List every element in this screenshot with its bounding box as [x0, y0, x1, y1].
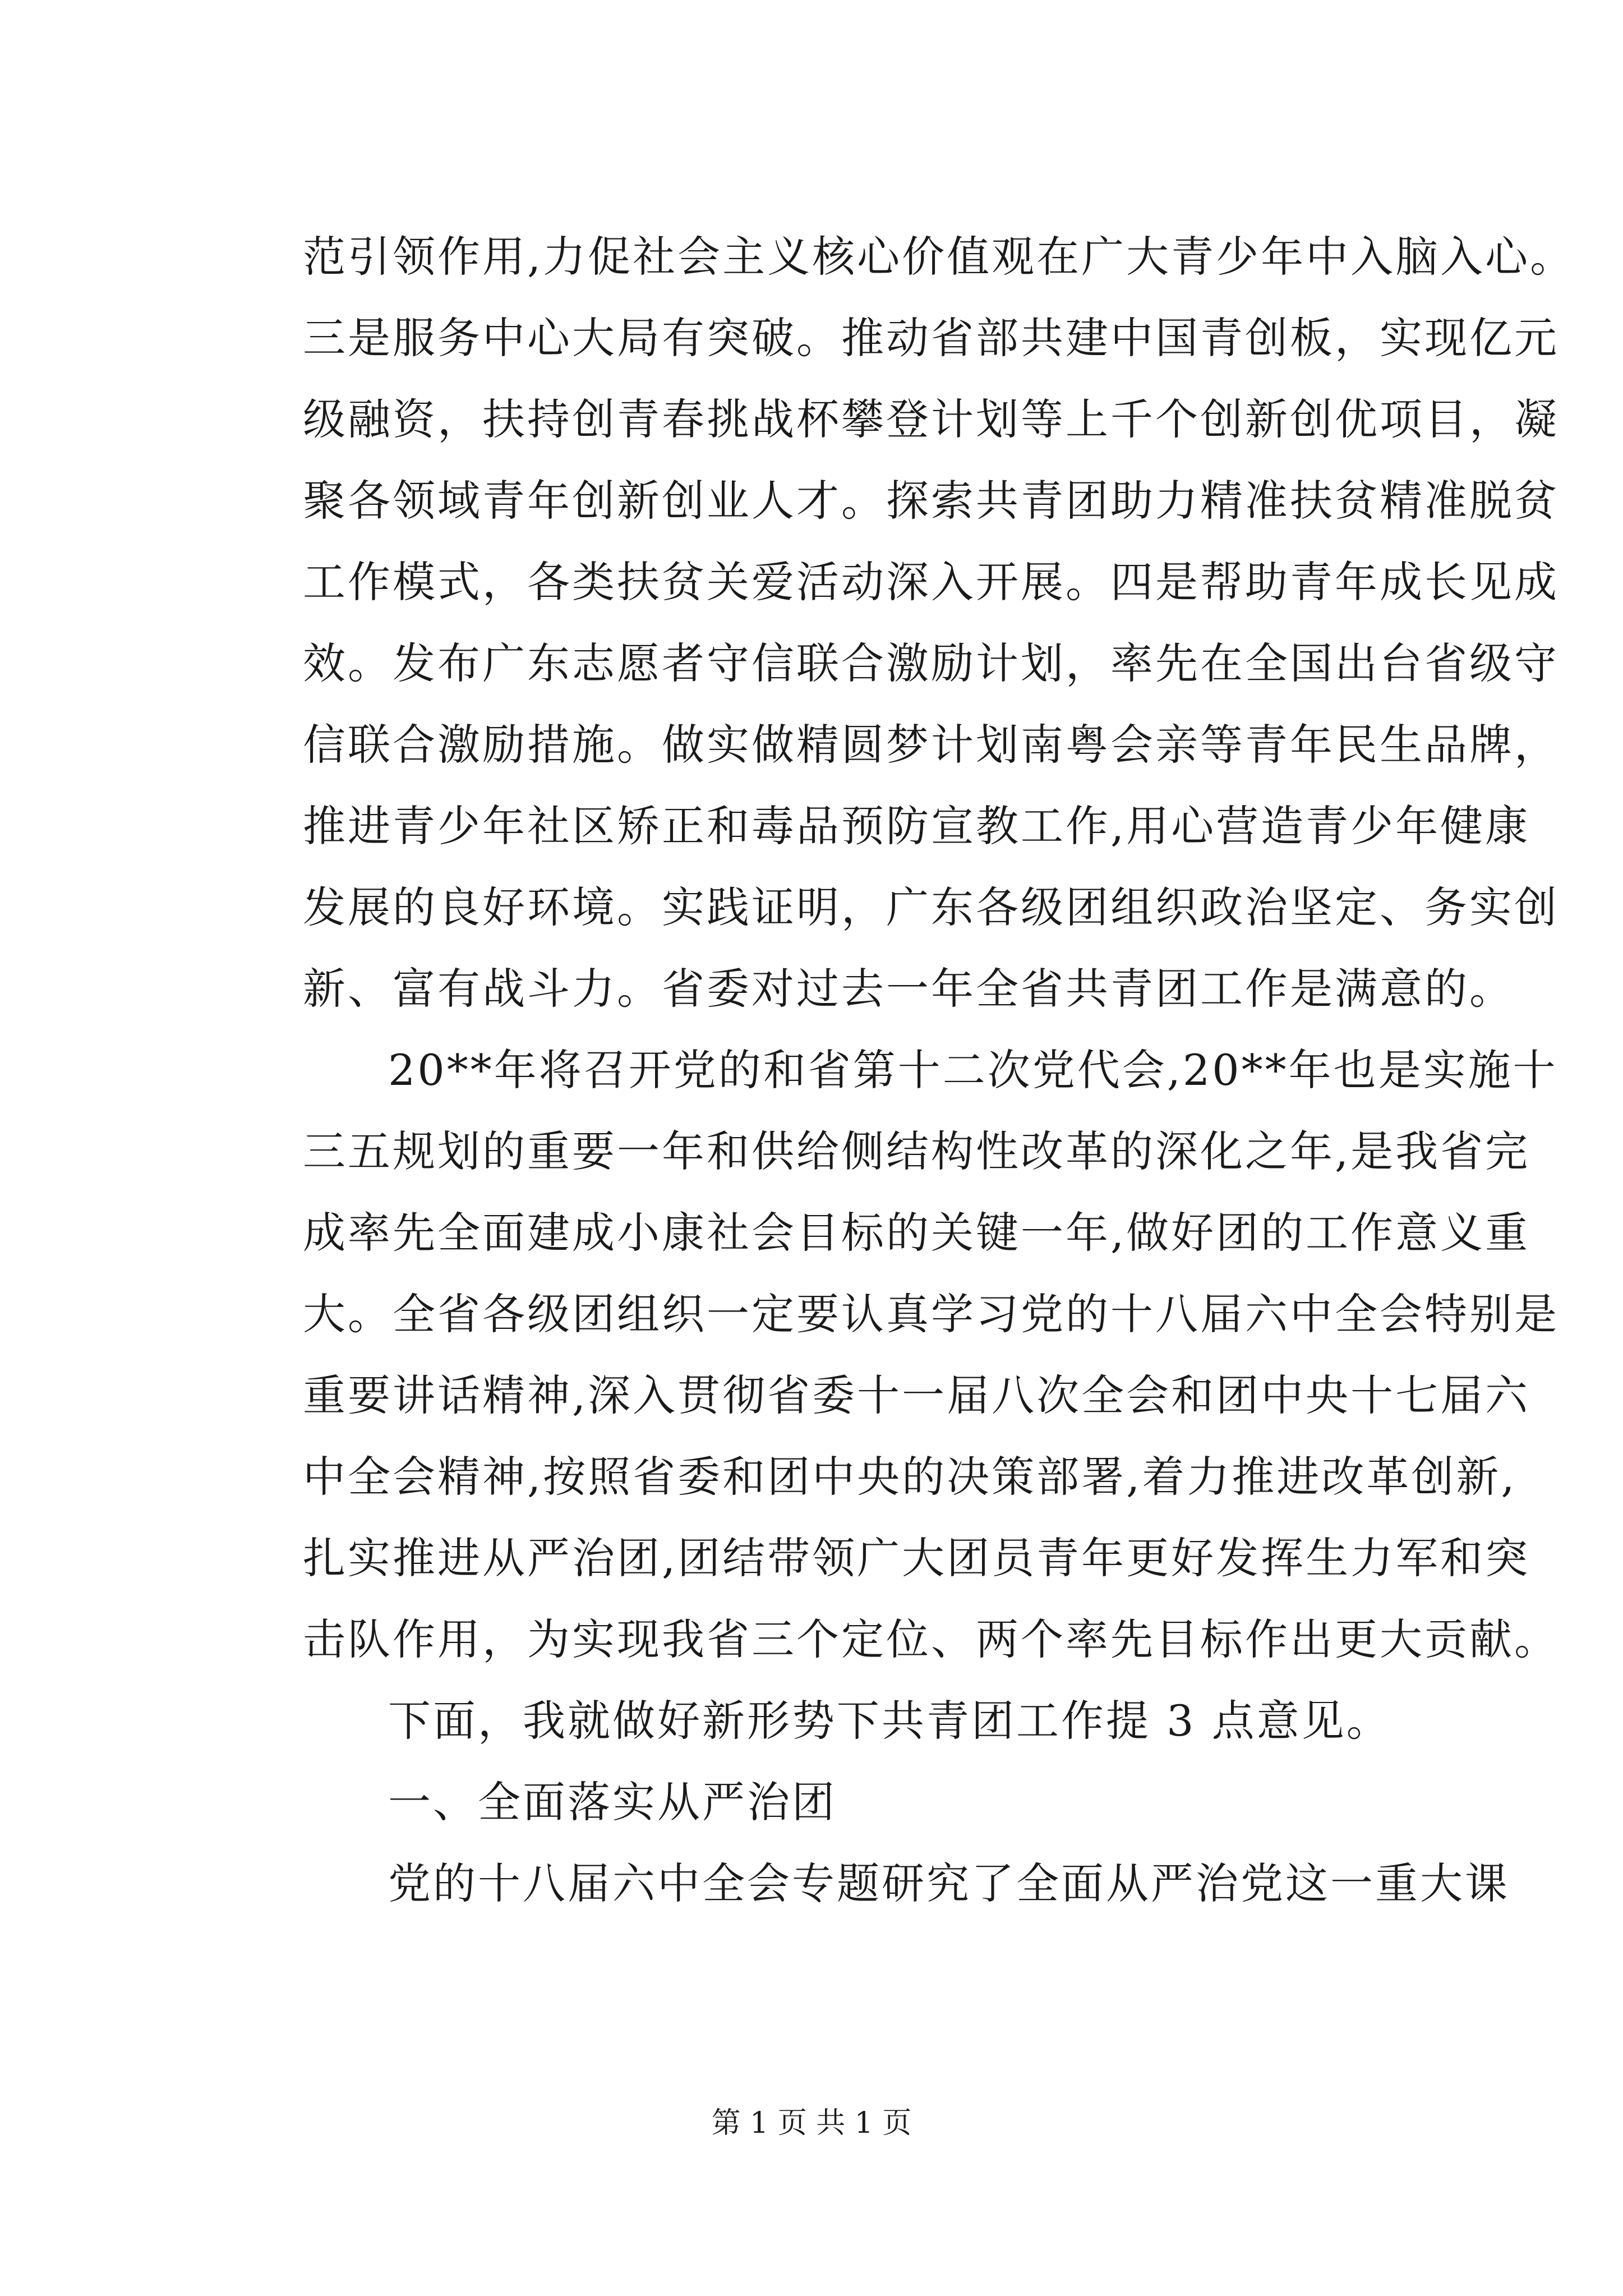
- text-line: 发展的良好环境。实践证明，广东各级团组织政治坚定、务实创: [303, 882, 1559, 932]
- text-line: 三五规划的重要一年和供给侧结构性改革的深化之年,是我省完: [303, 1126, 1530, 1176]
- page-footer: 第 1 页 共 1 页: [711, 2106, 912, 2140]
- text-line: 信联合激励措施。做实做精圆梦计划南粤会亲等青年民生品牌，: [303, 720, 1559, 770]
- text-line: 推进青少年社区矫正和毒品预防宣教工作,用心营造青少年健康: [303, 801, 1530, 851]
- text-line: 工作模式，各类扶贫关爱活动深入开展。四是帮助青年成长见成: [303, 557, 1559, 607]
- text-line: 效。发布广东志愿者守信联合激励计划，率先在全国出台省级守: [303, 638, 1559, 688]
- text-line: 大。全省各级团组织一定要认真学习党的十八届六中全会特别是: [303, 1289, 1559, 1339]
- text-line: 中全会精神,按照省委和团中央的决策部署,着力推进改革创新,: [303, 1452, 1517, 1502]
- text-line: 三是服务中心大局有突破。推动省部共建中国青创板，实现亿元: [303, 313, 1559, 363]
- text-line: 新、富有战斗力。省委对过去一年全省共青团工作是满意的。: [303, 964, 1514, 1014]
- section-heading: 一、全面落实从严治团: [388, 1777, 837, 1827]
- paragraph-first-line: 下面，我就做好新形势下共青团工作提 3 点意见。: [388, 1696, 1391, 1746]
- paragraph-first-line: 党的十八届六中全会专题研究了全面从严治党这一重大课: [388, 1858, 1510, 1908]
- text-line: 聚各领域青年创新创业人才。探索共青团助力精准扶贫精准脱贫: [303, 476, 1559, 526]
- text-line: 扎实推进从严治团,团结带领广大团员青年更好发挥生力军和突: [303, 1533, 1530, 1583]
- text-line: 范引领作用,力促社会主义核心价值观在广大青少年中入脑入心。: [303, 232, 1575, 282]
- document-body: [303, 216, 1575, 1924]
- text-line: 击队作用，为实现我省三个定位、两个率先目标作出更大贡献。: [303, 1614, 1559, 1664]
- text-line: 成率先全面建成小康社会目标的关键一年,做好团的工作意义重: [303, 1208, 1530, 1258]
- text-line: 级融资，扶持创青春挑战杯攀登计划等上千个创新创优项目，凝: [303, 394, 1559, 444]
- text-line: 重要讲话精神,深入贯彻省委十一届八次全会和团中央十七届六: [303, 1370, 1530, 1420]
- paragraph-first-line: 20**年将召开党的和省第十二次党代会,20**年也是实施十: [388, 1045, 1558, 1095]
